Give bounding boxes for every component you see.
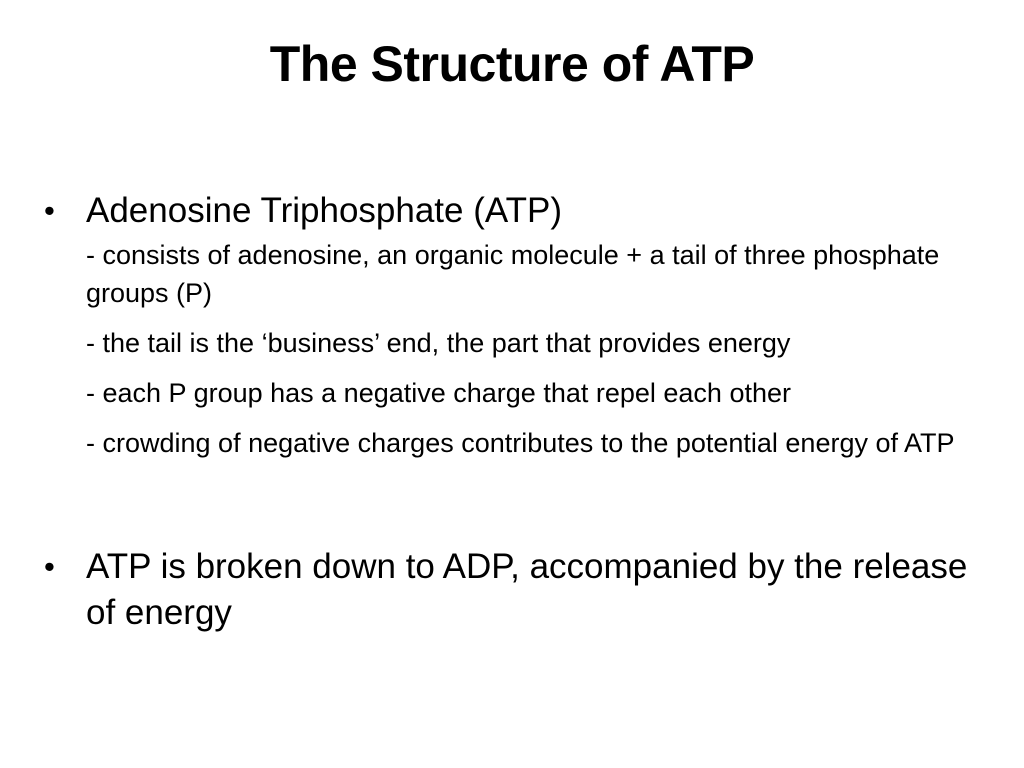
- bullet-item-adenosine-triphosphate: [44, 188, 984, 462]
- sub-bullet-list: [86, 236, 984, 462]
- sub-item-potential-energy: - crowding of negative charges contributes to the potential energy of ATP: [86, 428, 955, 458]
- sub-item-adenosine-composition: - consists of adenosine, an organic molecule + a tail of three phosphate groups (P): [86, 240, 940, 308]
- bullet-row: [44, 544, 984, 636]
- bullet-row: [44, 188, 984, 234]
- bullet-item-atp-breakdown: [44, 544, 984, 636]
- bullet-dot-icon: •: [44, 193, 55, 228]
- bullet-text: ATP is broken down to ADP, accompanied by the release of energy: [86, 547, 968, 632]
- bullet-dot-icon: •: [44, 549, 55, 584]
- sub-item-negative-charge: - each P group has a negative charge that repel each other: [86, 378, 791, 408]
- slide-title: The Structure of ATP: [269, 36, 755, 92]
- bullet-text: Adenosine Triphosphate (ATP): [86, 191, 563, 230]
- sub-item-tail-business-end: - the tail is the ‘business’ end, the part that provides energy: [86, 328, 791, 358]
